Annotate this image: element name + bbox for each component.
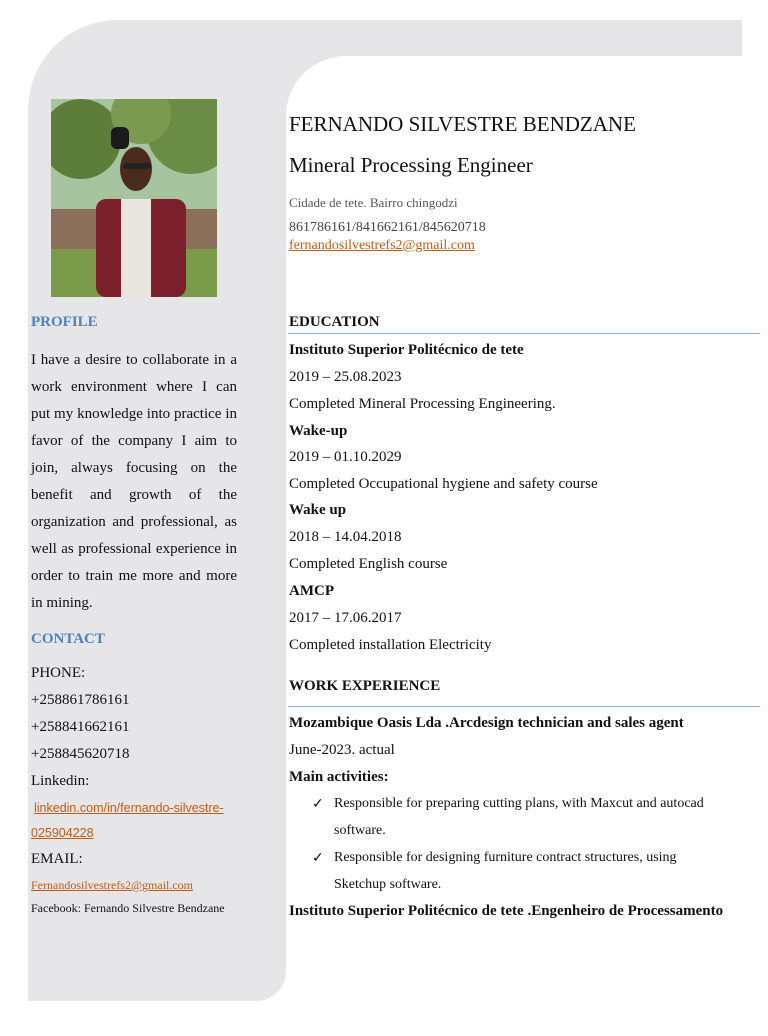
activity-line: Sketchup software. [334,877,442,892]
linkedin-link-continued[interactable]: 025904228 [31,826,94,840]
phone-number: +258861786161 [31,692,130,708]
profile-line: join, always focusing on the [31,460,237,476]
job-title-line: Mozambique Oasis Lda .Arcdesign technician and sales agent [289,715,684,731]
linkedin-label: Linkedin: [31,773,90,789]
edu-dates: 2017 – 17.06.2017 [289,610,402,626]
job-title-line: Instituto Superior Politécnico de tete .Engenheiro de Processamento [289,903,724,919]
job-title: Mineral Processing Engineer [289,153,533,177]
phone-number: +258841662161 [31,719,130,735]
edu-school: AMCP [289,583,334,599]
email-label: EMAIL: [31,851,83,867]
edu-desc: Completed installation Electricity [289,637,492,653]
profile-line: well as professional experience in [31,541,237,557]
facebook-text: Facebook: Fernando Silvestre Bendzane [31,901,225,915]
edu-dates: 2019 – 25.08.2023 [289,369,402,385]
activity-line: software. [334,823,386,838]
checkmark-icon: ✓ [312,797,324,812]
job-dates: June-2023. actual [289,742,395,758]
contact-heading: CONTACT [31,631,105,647]
edu-desc: Completed English course [289,556,448,572]
profile-line: order to train me more and more [31,568,237,584]
header-email-link[interactable]: fernandosilvestrefs2@gmail.com [289,238,475,253]
work-heading: WORK EXPERIENCE [289,678,441,694]
profile-line: favor of the company I aim to [31,433,237,449]
main-activities-label: Main activities: [289,769,389,785]
profile-line: I have a desire to collaborate in a [31,352,237,368]
edu-desc: Completed Occupational hygiene and safety course [289,476,598,492]
work-divider [288,706,760,707]
phone-number: +258845620718 [31,746,130,762]
profile-heading: PROFILE [31,314,98,330]
education-divider [288,333,760,334]
linkedin-link[interactable]: linkedin.com/in/fernando-silvestre- [34,801,224,815]
profile-line: organization and professional, as [31,514,237,530]
education-heading: EDUCATION [289,314,380,330]
profile-line: put my knowledge into practice in [31,406,237,422]
edu-dates: 2018 – 14.04.2018 [289,529,402,545]
phone-label: PHONE: [31,665,86,681]
edu-school: Wake up [289,502,347,518]
profile-text [31,347,237,617]
profile-photo [51,99,217,297]
edu-school: Wake-up [289,423,348,439]
address: Cidade de tete. Bairro chingodzi [289,195,458,210]
profile-line: benefit and growth of the [31,487,237,503]
profile-line: work environment where I can [31,379,237,395]
header-phones: 861786161/841662161/845620718 [289,220,486,235]
edu-school: Instituto Superior Politécnico de tete [289,342,524,358]
edu-desc: Completed Mineral Processing Engineering. [289,396,556,412]
edu-dates: 2019 – 01.10.2029 [289,449,402,465]
activity-line: Responsible for designing furniture contract structures, using [334,850,677,865]
activity-line: Responsible for preparing cutting plans, with Maxcut and autocad [334,796,704,811]
profile-line: in mining. [31,595,93,611]
email-link[interactable]: Fernandosilvestrefs2@gmail.com [31,878,194,892]
checkmark-icon: ✓ [312,851,324,866]
candidate-name: FERNANDO SILVESTRE BENDZANE [289,112,636,136]
